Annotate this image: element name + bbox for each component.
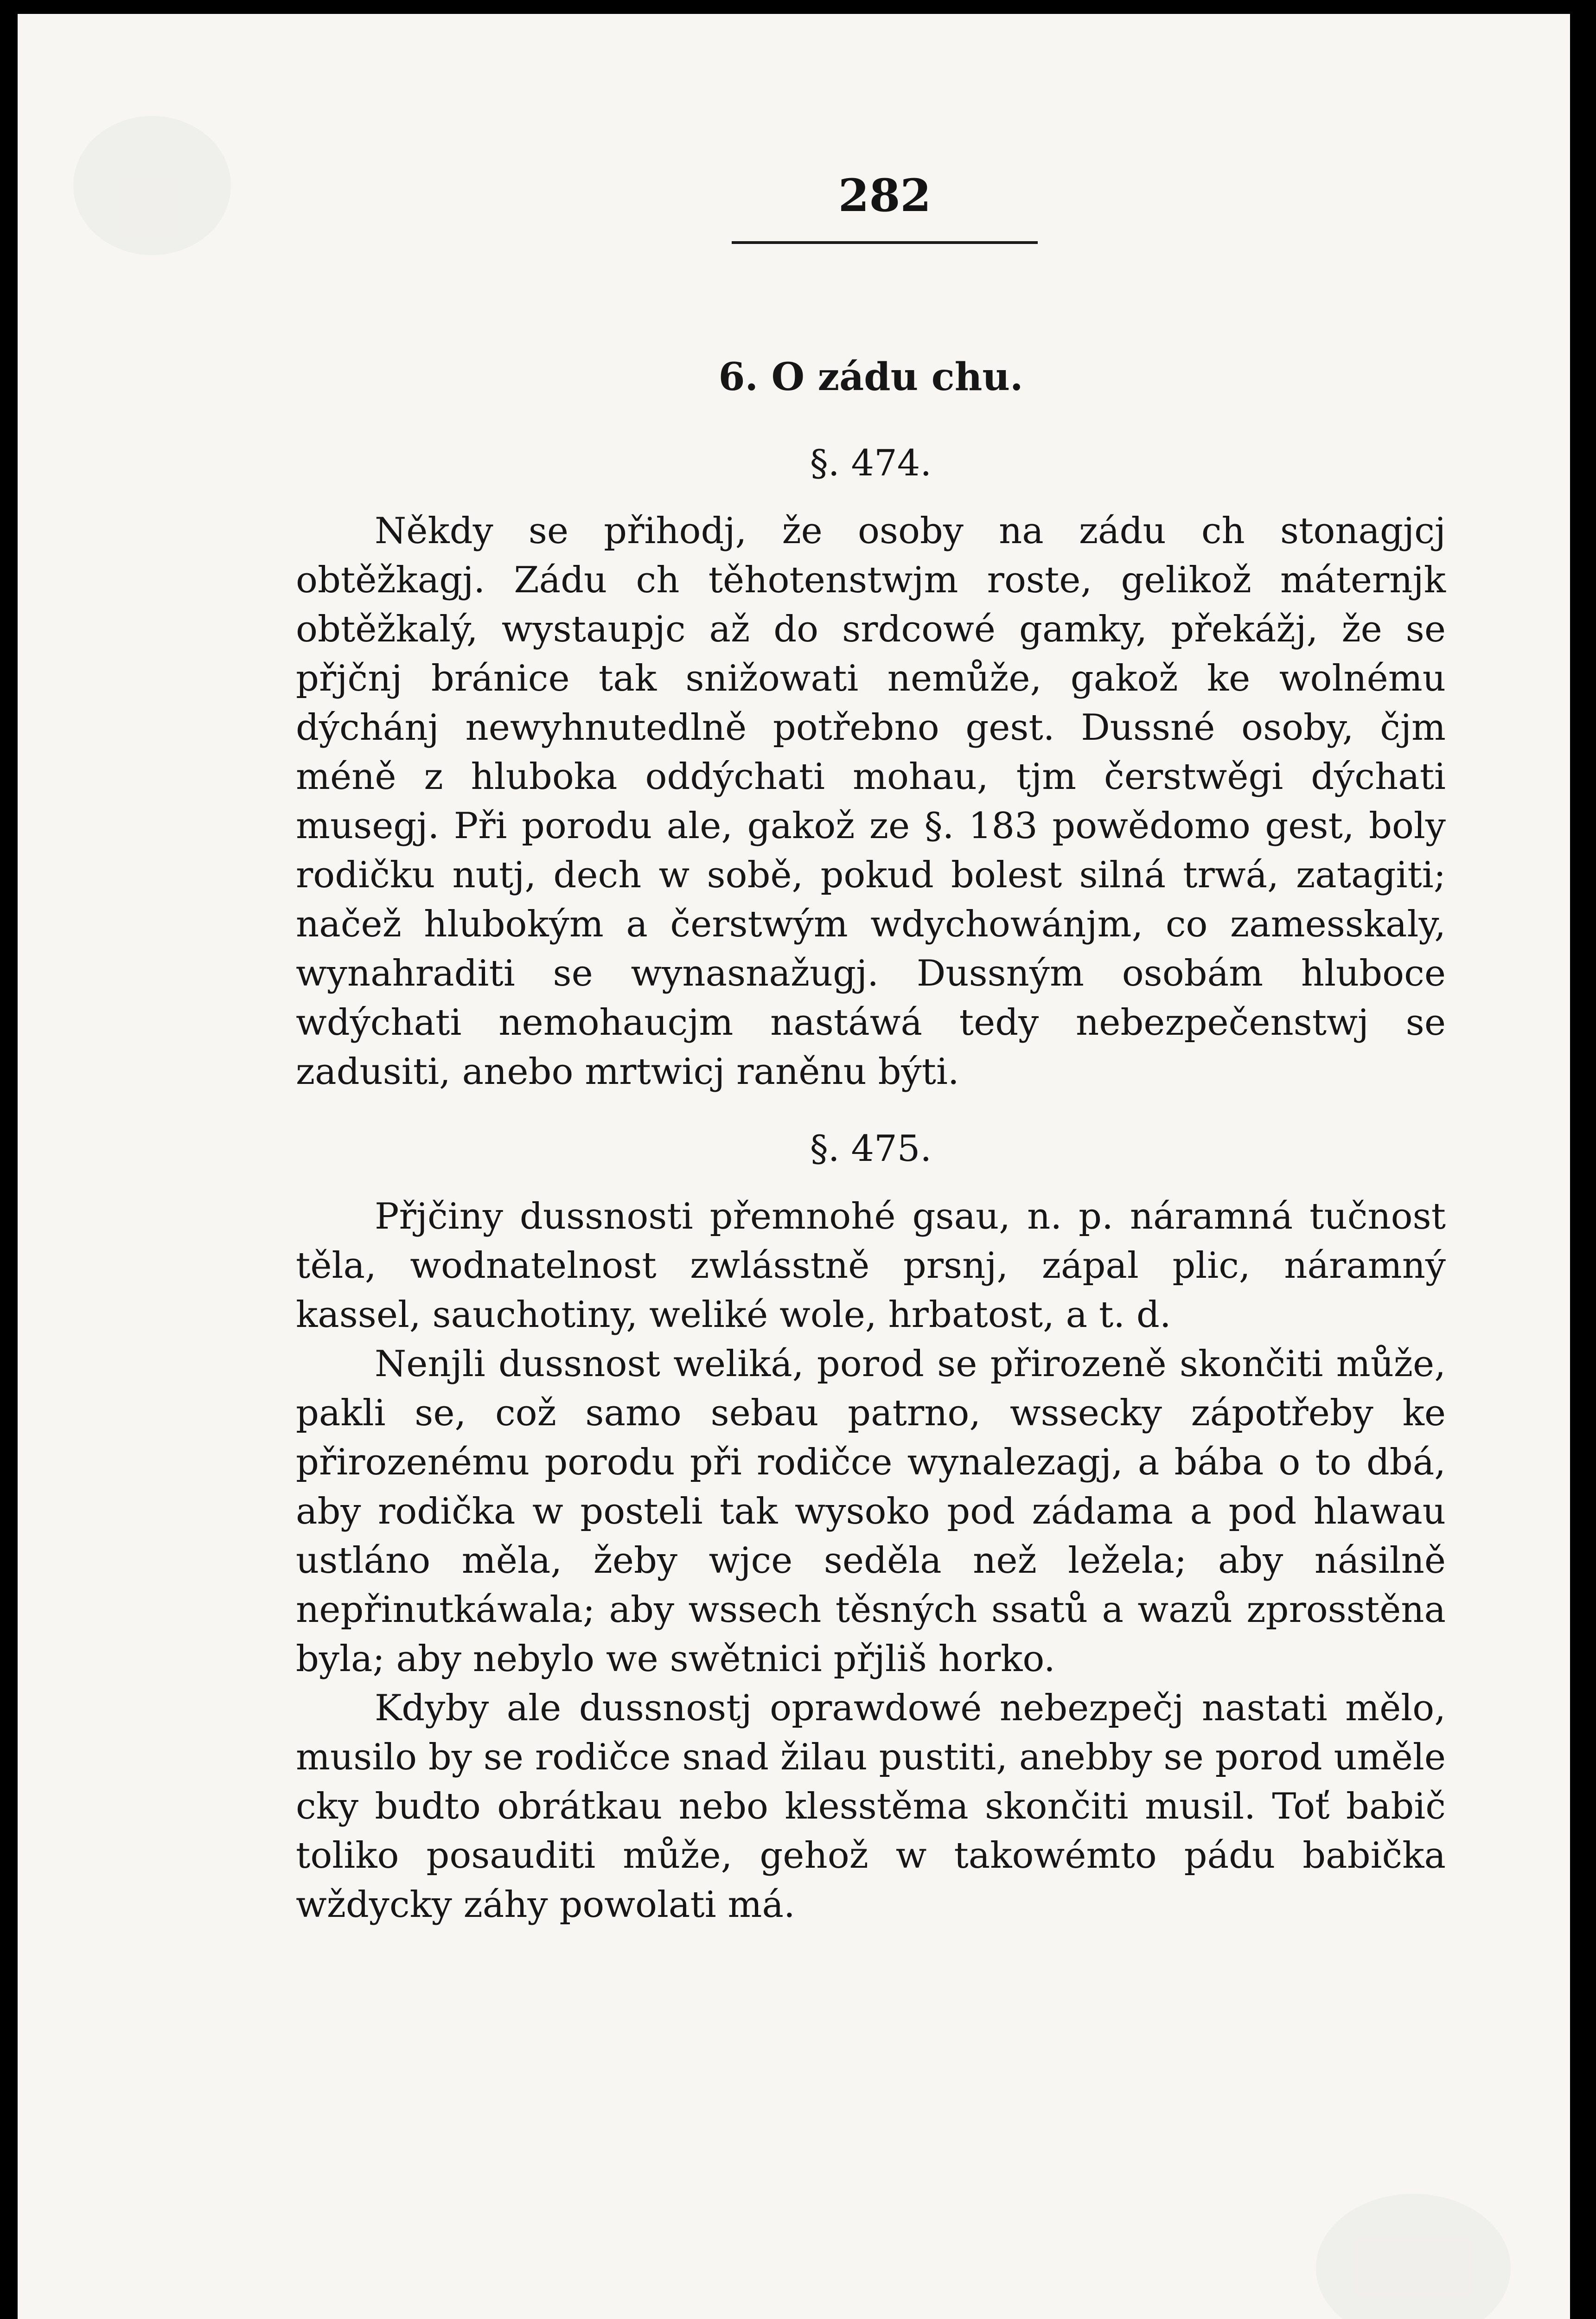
paper-smudge <box>1316 2194 1511 2319</box>
section-number: §. 475. <box>810 1128 932 1170</box>
chapter-heading: 6. O zádu chu. <box>718 355 1023 399</box>
section-475 <box>296 1124 1446 1929</box>
page-content <box>296 292 1446 1929</box>
header-rule <box>732 241 1038 244</box>
paragraph: Někdy se přihodj, že osoby na zádu ch stonagjcj obtěžkagj. Zádu ch těhotenstwjm roste, gelikož máternjk obtěžkalý, wystaupjc až do srdcowé gamky, překážj, že se přjčnj bránice tak snižowati nemůže, gakož ke wolnému dýchánj newyhnutedlně potřebno gest. Dussné osoby, čjm méně z hluboka oddýchati mohau, tjm čerstwěgi dýchati musegj. Při porodu ale, gakož ze §. 183 powědomo gest, boly rodičku nutj, dech w sobě, pokud bolest silná trwá, zatagiti; načež hlubokým a čerstwým wdychowánjm, co zamesskaly, wynahraditi se wynasnažugj. Dussným osobám hluboce wdýchati nemohaucjm nastáwá tedy nebezpečenstwj se zadusiti, anebo mrtwicj raněnu býti. <box>296 510 1446 1093</box>
paper-smudge <box>73 116 231 255</box>
paragraph: Přjčiny dussnosti přemnohé gsau, n. p. náramná tučnost těla, wodnatelnost zwlásstně prsnj, zápal plic, náramný kassel, sauchotiny, weliké wole, hrbatost, a t. d. <box>296 1196 1446 1336</box>
paragraph: Kdyby ale dussnostj oprawdowé nebezpečj nastati mělo, musilo by se rodičce snad žilau pustiti, anebby se porod uměle cky budto obrátkau nebo klesstěma skončiti musil. Toť babič toliko posauditi může, gehož w takowémto pádu babička wždycky záhy powolati má. <box>296 1687 1446 1926</box>
page-number: 282 <box>838 169 932 222</box>
section-474 <box>296 439 1446 1096</box>
section-number: §. 474. <box>810 442 932 484</box>
book-page <box>18 14 1570 2319</box>
paragraph: Nenjli dussnost weliká, porod se přirozeně skončiti může, pakli se, což samo sebau patrno, wssecky zápotřeby ke přirozenému porodu při rodičce wynalezagj, a bába o to dbá, aby rodička w posteli tak wysoko pod zádama a pod hlawau ustláno měla, žeby wjce seděla než ležela; aby násilně nepřinutkáwala; aby wssech těsných ssatů a wazů zprosstěna byla; aby nebylo we swětnici přjliš horko. <box>296 1343 1446 1680</box>
